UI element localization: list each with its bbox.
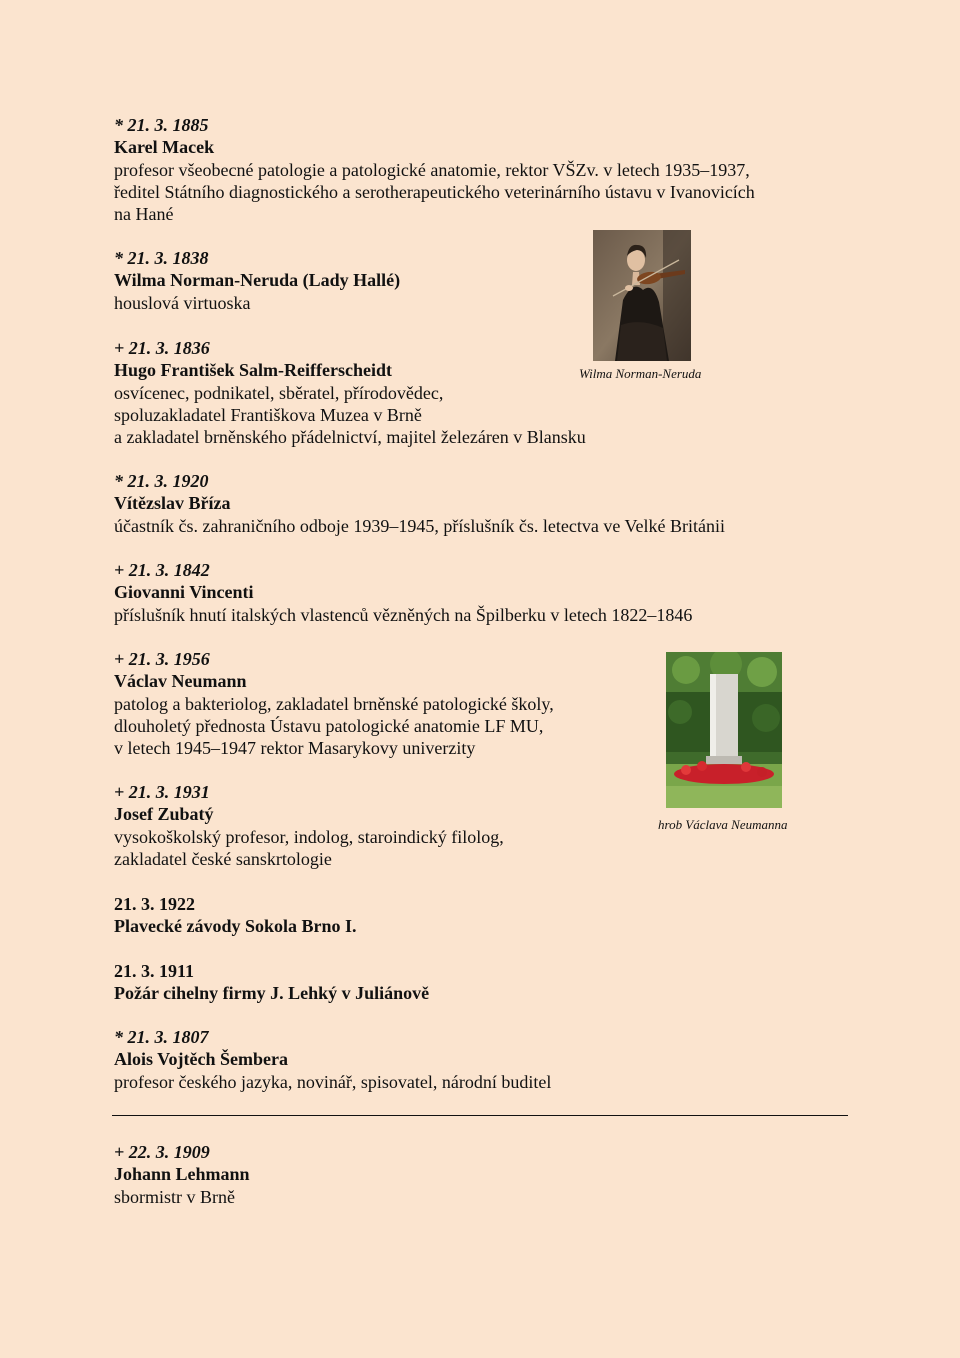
entry-giovanni-vincenti xyxy=(114,559,692,626)
entry-desc-line: zakladatel české sanskrtologie xyxy=(114,848,332,869)
entry-date: 21. 3. 1922 xyxy=(114,894,195,914)
entry-pozar-cihelny xyxy=(114,960,429,1005)
grave-image xyxy=(666,652,782,808)
entry-alois-sembera xyxy=(114,1026,551,1093)
entry-name: Vítězslav Bříza xyxy=(114,493,231,514)
entry-plavecke-zavody xyxy=(114,893,357,938)
entry-date: + 21. 3. 1931 xyxy=(114,782,210,802)
entry-name: Alois Vojtěch Šembera xyxy=(114,1049,288,1070)
entry-desc-line: vysokoškolský profesor, indolog, staroindický filolog, xyxy=(114,826,504,847)
vaclav-neumann-grave-photo xyxy=(666,652,782,808)
entry-desc-line: houslová virtuoska xyxy=(114,292,251,313)
entry-date: + 21. 3. 1842 xyxy=(114,560,210,580)
entry-date: * 21. 3. 1838 xyxy=(114,248,209,268)
entry-date: + 21. 3. 1956 xyxy=(114,649,210,669)
entry-desc-line: v letech 1945–1947 rektor Masarykovy univerzity xyxy=(114,738,476,759)
entry-desc-line: příslušník hnutí italských vlastenců vězněných na Špilberku v letech 1822–1846 xyxy=(114,604,693,625)
wilma-norman-neruda-photo xyxy=(593,230,691,361)
entry-date: 21. 3. 1911 xyxy=(114,961,195,981)
entry-name: Plavecké závody Sokola Brno I. xyxy=(114,916,357,937)
entry-desc-line: účastník čs. zahraničního odboje 1939–1945, příslušník čs. letectva ve Velké Británii xyxy=(114,515,726,536)
entry-date: * 21. 3. 1807 xyxy=(114,1027,209,1047)
entry-date: * 21. 3. 1885 xyxy=(114,115,209,135)
entry-date: * 21. 3. 1920 xyxy=(114,471,209,491)
grave-photo-caption: hrob Václava Neumanna xyxy=(658,817,788,832)
entry-desc-line: na Hané xyxy=(114,204,174,225)
entry-name: Václav Neumann xyxy=(114,671,247,692)
entry-desc-line: dlouholetý přednosta Ústavu patologické anatomie LF MU, xyxy=(114,715,544,736)
entry-desc-line: patolog a bakteriolog, zakladatel brněnské patologické školy, xyxy=(114,693,554,714)
entry-name: Josef Zubatý xyxy=(114,804,214,825)
entry-vitezslav-briza xyxy=(114,470,725,537)
entry-name: Johann Lehmann xyxy=(114,1164,250,1185)
entry-josef-zubaty xyxy=(114,781,504,870)
entry-date: + 21. 3. 1836 xyxy=(114,338,210,358)
entry-desc-line: ředitel Státního diagnostického a serotherapeutického veterinárního ústavu v Ivanovicích xyxy=(114,181,755,202)
entry-desc-line: profesor všeobecné patologie a patologické anatomie, rektor VŠZv. v letech 1935–1937, xyxy=(114,159,750,180)
entry-desc-line: sbormistr v Brně xyxy=(114,1186,235,1207)
entry-desc-line: profesor českého jazyka, novinář, spisovatel, národní buditel xyxy=(114,1071,552,1092)
entry-date: + 22. 3. 1909 xyxy=(114,1142,210,1162)
entry-johann-lehmann xyxy=(114,1141,250,1208)
entry-name: Karel Macek xyxy=(114,137,215,158)
entry-wilma-norman-neruda xyxy=(114,247,400,314)
entry-name: Hugo František Salm-Reifferscheidt xyxy=(114,360,392,381)
wilma-photo-caption: Wilma Norman-Neruda xyxy=(579,366,702,381)
entry-desc-line: osvícenec, podnikatel, sběratel, přírodovědec, xyxy=(114,382,444,403)
entry-vaclav-neumann xyxy=(114,648,554,759)
entry-name: Wilma Norman-Neruda (Lady Hallé) xyxy=(114,270,401,291)
entry-hugo-salm xyxy=(114,337,586,448)
violinist-portrait-image xyxy=(593,230,691,361)
entry-desc-line: a zakladatel brněnského přádelnictví, majitel železáren v Blansku xyxy=(114,427,586,448)
divider-line xyxy=(112,1115,848,1116)
entry-karel-macek xyxy=(114,114,755,225)
entry-desc-line: spoluzakladatel Františkova Muzea v Brně xyxy=(114,404,422,425)
entry-name: Požár cihelny firmy J. Lehký v Juliánově xyxy=(114,983,430,1004)
entry-name: Giovanni Vincenti xyxy=(114,582,254,603)
